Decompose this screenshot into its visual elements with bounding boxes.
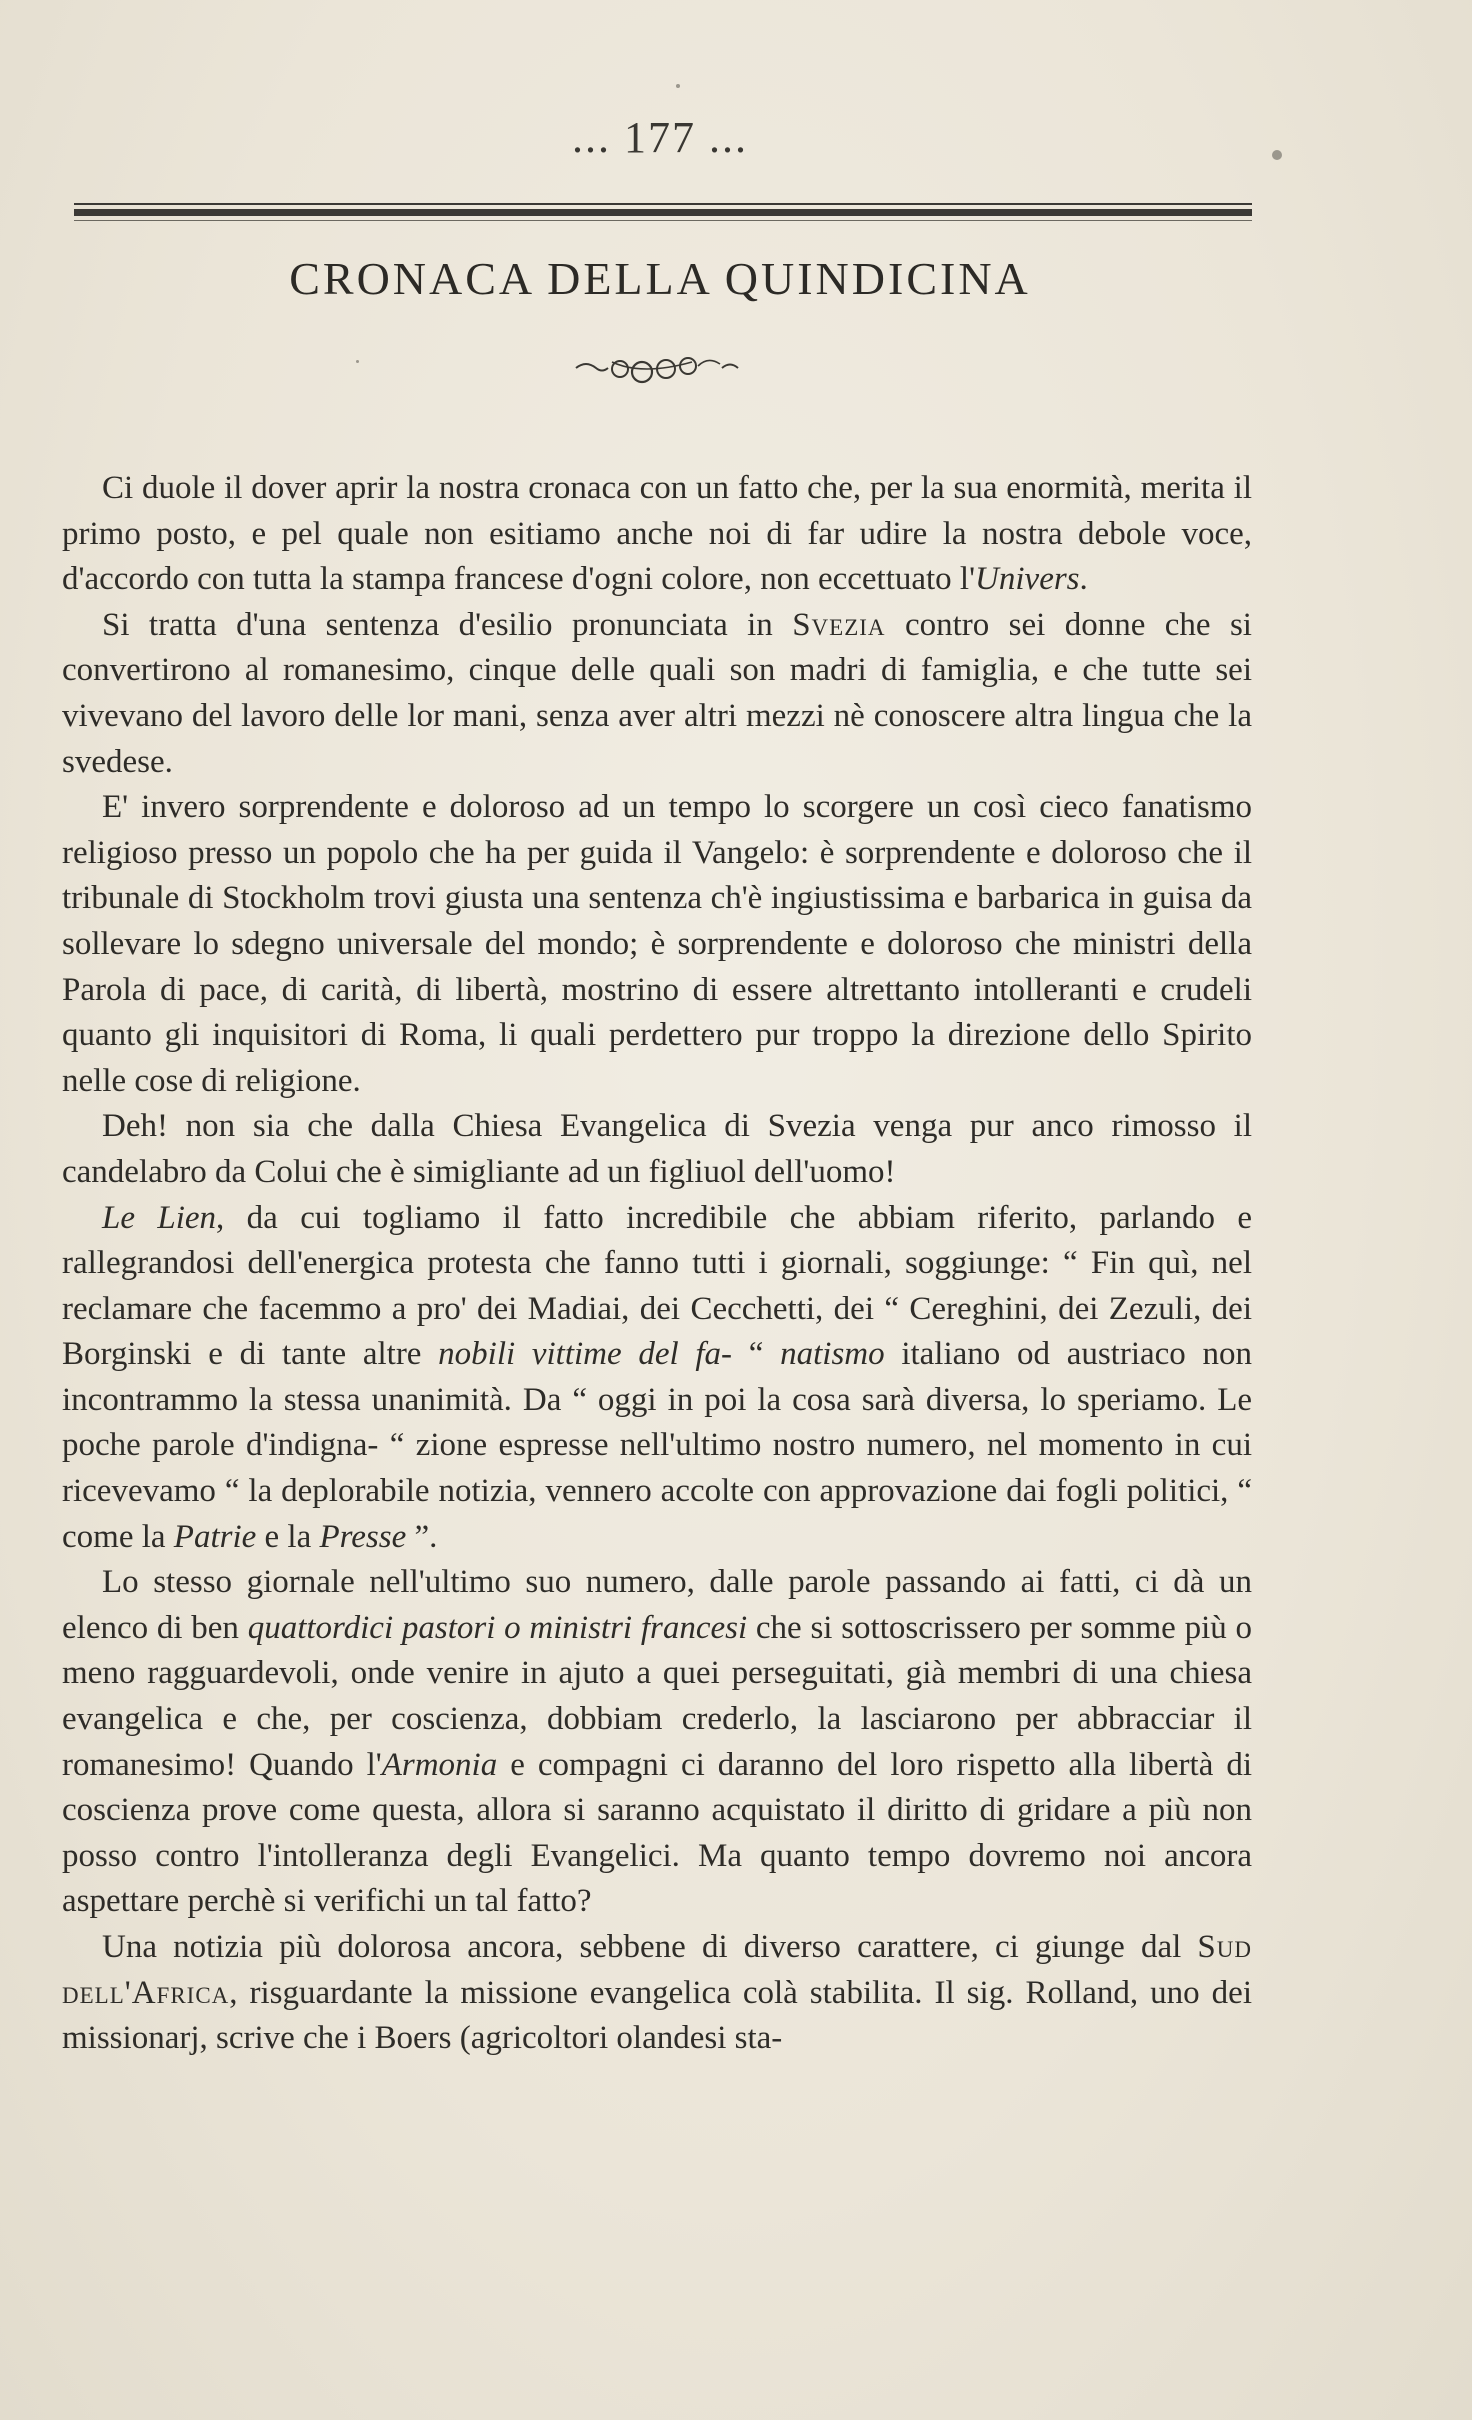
header-rule-thick — [74, 209, 1252, 216]
paragraph-4: Deh! non sia che dalla Chiesa Evangelica di Svezia venga pur anco rimosso il candelabro da Colui che è simigliante ad un figliuol dell'uomo! — [62, 1108, 1252, 1190]
header-rule-thin — [74, 203, 1252, 205]
paragraph-5: Le Lien, da cui togliamo il fatto incredibile che abbiam riferito, parlando e rallegrandosi dell'energica protesta che fanno tutti i giornali, soggiunge: “ Fin quì, nel reclamare che facemmo a pro' dei Madiai, dei Cecchetti, dei “ Cereghini, dei Zezuli, dei Borginski e di tante altre nobili vittime del fa- “ natismo italiano od austriaco non incontrammo la stessa unanimità. Da “ oggi in poi la cosa sarà diversa, lo speriamo. Le poche parole d'indigna- “ zione espresse nell'ultimo nostro numero, nel momento in cui ricevevamo “ la deplorabile notizia, vennero accolte con approvazione dai fogli politici, “ come la Patrie e la Presse ”. — [62, 1199, 1253, 1555]
paragraph-3: E' invero sorprendente e doloroso ad un tempo lo scorgere un così cieco fanatismo religioso presso un popolo che ha per guida il Vangelo: è sorprendente e doloroso che il tribunale di Stockholm trovi giusta una sentenza ch'è ingiustissima e barbarica in guisa da sollevare lo sdegno universale del mondo; è sorprendente e doloroso che ministri della Parola di pace, di carità, di libertà, mostrino di essere altrettanto intolleranti e crudeli quanto gli inquisitori di Roma, li quali perdettero pur troppo la direzione dello Spirito nelle cose di religione. — [62, 789, 1252, 1099]
header-rule-thin-lower — [74, 220, 1252, 221]
paragraph-7: Una notizia più dolorosa ancora, sebbene di diverso carattere, ci giunge dal Sud dell'Africa, risguardante la missione evangelica colà stabilita. Il sig. Rolland, uno dei missionarj, scrive che i Boers (agricoltori olandesi sta- — [62, 1929, 1252, 2057]
paragraph-6: Lo stesso giornale nell'ultimo suo numero, dalle parole passando ai fatti, ci dà un elenco di ben quattordici pastori o ministri francesi che si sottoscrissero per somme più o meno ragguardevoli, onde venire in ajuto a quei perseguitati, già membri di una chiesa evangelica e che, per coscienza, dobbiam crederlo, la lasciarono per abbracciar il romanesimo! Quando l'Armonia e compagni ci daranno del loro rispetto alla libertà di coscienza prove come questa, allora si saranno acquistato il diritto di gridare a più non posso contro l'intolleranza degli Evangelici. Ma quanto tempo dovremo noi ancora aspettare perchè si verifichi un tal fatto? — [62, 1564, 1253, 1920]
page-number: ... 177 ... — [572, 113, 748, 162]
ornament-flourish-icon — [572, 352, 742, 386]
article-body — [62, 466, 1252, 2062]
paper-speck — [1272, 150, 1282, 160]
paper-speck — [676, 84, 680, 88]
paragraph-2: Si tratta d'una sentenza d'esilio pronunciata in Svezia contro sei donne che si convertirono al romanesimo, cinque delle quali son madri di famiglia, e che tutte sei vivevano del lavoro delle lor mani, senza aver altri mezzi nè conoscere altra lingua che la svedese. — [62, 606, 1252, 780]
paper-speck — [356, 360, 359, 363]
chapter-title: CRONACA DELLA QUINDICINA — [289, 253, 1031, 304]
paragraph-1: Ci duole il dover aprir la nostra cronaca con un fatto che, per la sua enormità, merita il primo posto, e pel quale non esitiamo anche noi di far udire la nostra debole voce, d'accordo con tutta la stampa francese d'ogni colore, non eccettuato l'Univers. — [62, 470, 1252, 598]
